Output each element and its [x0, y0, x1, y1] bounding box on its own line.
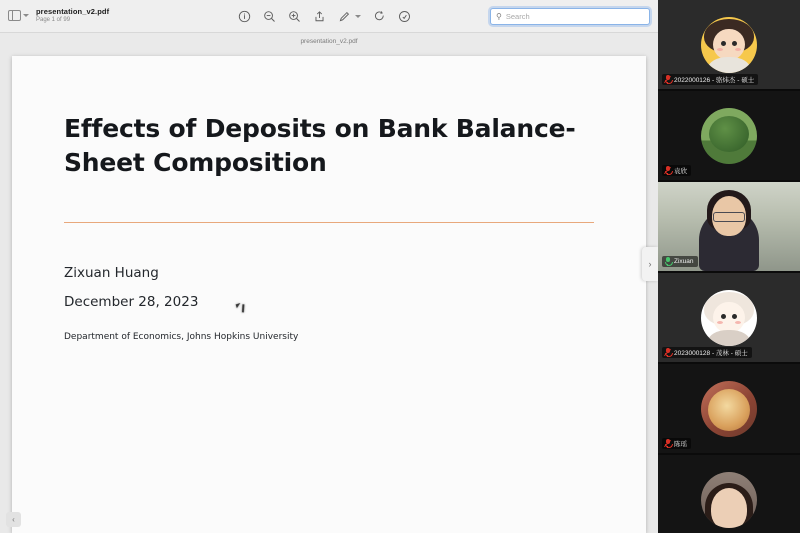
avatar [701, 17, 757, 73]
name-badge [662, 347, 752, 358]
zoom-in-icon[interactable] [287, 9, 301, 23]
slide-date: December 28, 2023 [64, 293, 199, 310]
document-info [36, 8, 109, 24]
slide-affiliation: Department of Economics, Johns Hopkins University [64, 331, 299, 342]
mic-muted-icon [664, 166, 671, 175]
portrait-head [711, 488, 747, 527]
file-title-bar [0, 33, 658, 51]
toolbar-left-group [8, 8, 158, 24]
toolbar-right-group [490, 8, 650, 25]
pdf-toolbar [0, 0, 658, 33]
avatar-photo [701, 472, 757, 528]
avatar-face [701, 290, 757, 346]
avatar-eye-right [732, 314, 737, 319]
pdf-page [12, 56, 646, 533]
participant-rail[interactable] [658, 0, 800, 533]
participant-tile[interactable] [658, 273, 800, 362]
share-icon[interactable] [312, 9, 326, 23]
avatar-photo [701, 381, 757, 437]
next-page-button[interactable]: › [642, 247, 658, 281]
name-badge [662, 438, 691, 449]
zoom-out-icon[interactable] [262, 9, 276, 23]
avatar [701, 290, 757, 346]
avatar-body [708, 330, 751, 346]
participant-tile[interactable] [658, 91, 800, 180]
avatar-eye-left [721, 314, 726, 319]
avatar-eye-left [721, 41, 726, 46]
participant-name: Zixuan [674, 258, 694, 265]
chevron-down-icon [23, 14, 29, 17]
rotate-icon[interactable] [372, 9, 386, 23]
search-placeholder: Search [505, 11, 530, 21]
mic-active-icon [664, 257, 671, 266]
toolbar-center-group [158, 9, 490, 23]
search-icon: ⚲ [496, 11, 502, 21]
previous-page-button[interactable]: ‹ [6, 512, 21, 527]
sidebar-toggle-button[interactable] [8, 10, 29, 21]
avatar-eye-right [732, 41, 737, 46]
annotate-icon[interactable] [337, 9, 351, 23]
participant-tile[interactable] [658, 0, 800, 89]
participant-name: 2022000126 - 骆炜杰 - 硕士 [674, 77, 755, 84]
tree-icon [709, 116, 749, 152]
participant-tile[interactable] [658, 364, 800, 453]
mic-muted-icon [664, 439, 671, 448]
avatar-photo [701, 108, 757, 164]
pdf-canvas[interactable] [0, 50, 658, 533]
page-status: Page 1 of 99 [36, 16, 71, 23]
markup-icon[interactable] [397, 9, 411, 23]
mic-muted-icon [664, 75, 671, 84]
document-name: presentation_v2.pdf [36, 7, 110, 17]
file-title: presentation_v2.pdf [300, 38, 358, 45]
bowl-icon [708, 389, 750, 431]
participant-name: 陈瑶 [674, 441, 687, 448]
slide-divider [64, 222, 594, 223]
sidebar-icon [8, 10, 21, 21]
avatar-skin [713, 29, 744, 60]
participant-tile-active-speaker[interactable] [658, 182, 800, 271]
name-badge [662, 165, 691, 176]
slide-author: Zixuan Huang [64, 264, 159, 281]
avatar [701, 472, 757, 528]
slide-title: Effects of Deposits on Bank Balance-Sheet Composition [64, 114, 576, 177]
participant-name: 袁欣 [674, 168, 687, 175]
name-badge [662, 74, 758, 85]
name-badge [662, 256, 698, 267]
search-input[interactable] [490, 8, 650, 25]
mic-muted-icon [664, 348, 671, 357]
avatar-body [708, 57, 751, 73]
participant-tile[interactable] [658, 455, 800, 533]
avatar-skin [713, 302, 744, 333]
participant-name: 2023000128 - 茂林 - 硕士 [674, 350, 748, 357]
info-icon[interactable] [237, 9, 251, 23]
glasses-icon [713, 212, 745, 222]
annotate-dropdown-icon[interactable] [355, 15, 361, 18]
avatar [701, 108, 757, 164]
avatar [701, 381, 757, 437]
avatar-face [701, 17, 757, 73]
